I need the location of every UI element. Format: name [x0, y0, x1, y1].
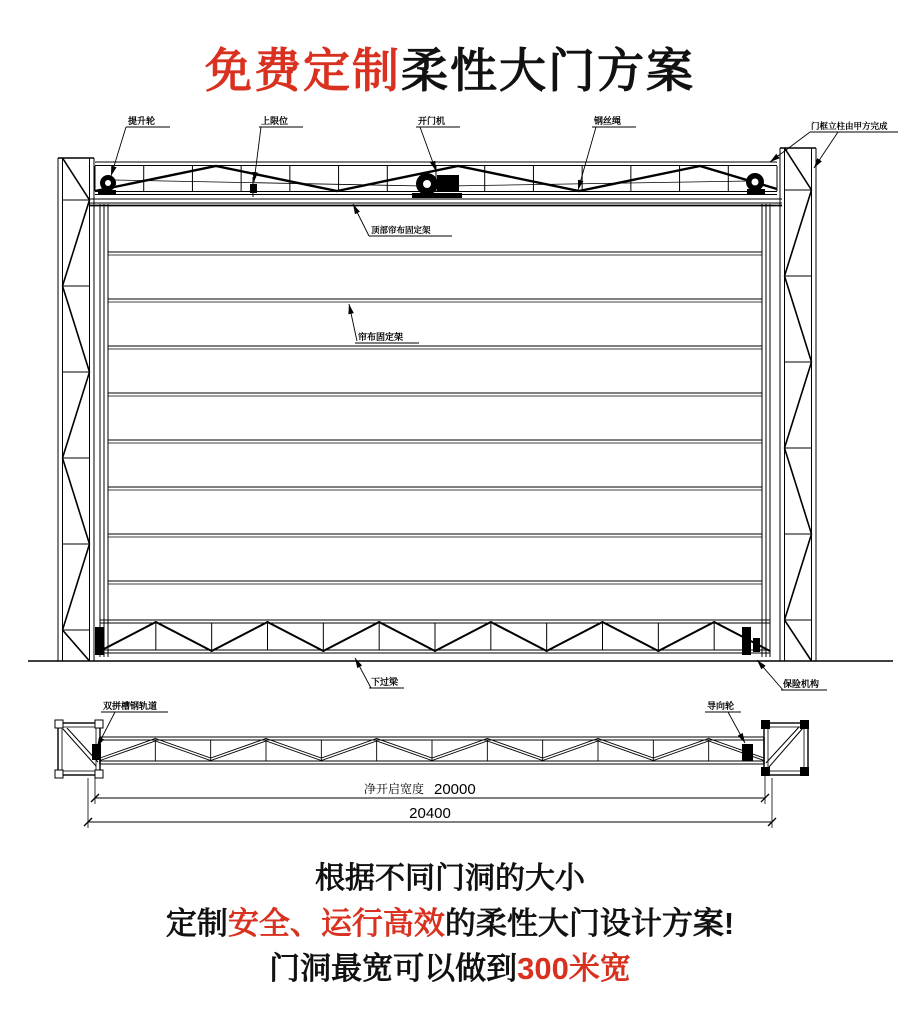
guide-wheel-symbol — [742, 744, 753, 761]
door-operator-symbol — [412, 173, 462, 198]
lifting-wheel-symbol — [98, 175, 116, 195]
label-lifting-wheel: 提升轮 — [128, 116, 156, 126]
label-curtain-bracket: 帘布固定架 — [358, 332, 404, 342]
left-safety-block — [95, 627, 104, 655]
plan-right-track-base — [761, 720, 809, 776]
left-lattice-column — [58, 158, 94, 661]
clear-width-label: 净开启宽度 — [363, 782, 424, 796]
label-top-curtain-bracket: 顶部帘布固定架 — [371, 225, 431, 235]
clear-width-value: 20000 — [434, 781, 476, 798]
door-curtain — [100, 204, 770, 657]
footer-line-2: 定制安全、运行高效的柔性大门设计方案! — [165, 906, 735, 941]
dimension-texts — [364, 781, 476, 822]
plan-left-track-base — [55, 720, 103, 778]
marketing-text — [0, 856, 900, 991]
title-rest: 柔性大门方案 — [401, 44, 695, 97]
footer-line-3-highlight: 300米宽 — [517, 951, 631, 986]
label-upper-limit: 上限位 — [261, 116, 289, 126]
label-safety-device: 保险机构 — [783, 679, 820, 689]
label-frame-note: 门框立柱由甲方完成 — [811, 121, 888, 131]
overall-width-value: 20400 — [409, 805, 451, 822]
label-wire-rope: 钢丝绳 — [594, 116, 622, 126]
footer-line-2-highlight: 安全、运行高效 — [227, 906, 445, 941]
label-channel-track: 双拼槽钢轨道 — [103, 701, 158, 711]
label-guide-wheel: 导向轮 — [707, 701, 735, 711]
footer-line-1: 根据不同门洞的大小 — [315, 862, 585, 895]
right-lattice-column — [780, 148, 816, 661]
label-lower-beam: 下过梁 — [371, 677, 399, 687]
footer-line-3: 门洞最宽可以做到300米宽 — [269, 951, 631, 986]
label-door-operator: 开门机 — [418, 116, 446, 126]
bottom-truss-beam — [100, 620, 770, 653]
callout-labels — [97, 115, 898, 747]
safety-device-symbol — [742, 627, 760, 655]
right-pulley-symbol — [746, 173, 765, 194]
title-highlight: 免费定制 — [205, 44, 401, 97]
plan-view-truss — [100, 737, 764, 764]
